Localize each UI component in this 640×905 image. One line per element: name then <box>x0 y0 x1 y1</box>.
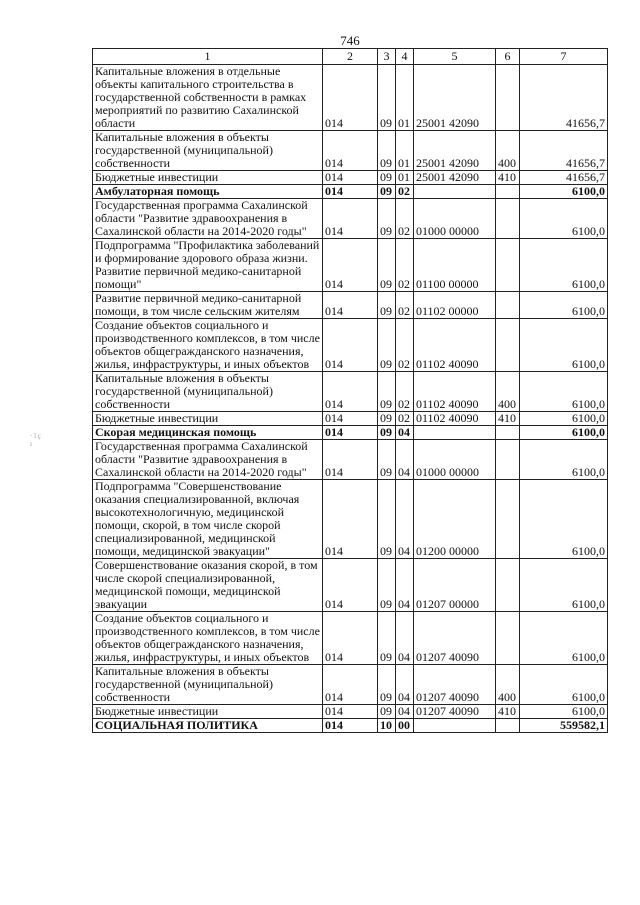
row-subsection-code: 04 <box>396 612 414 665</box>
row-expense-type-code <box>496 440 520 480</box>
table-row <box>93 65 608 131</box>
row-target-article-code: 25001 42090 <box>414 171 496 185</box>
row-subsection-code: 02 <box>396 185 414 199</box>
row-section-code: 09 <box>378 239 396 292</box>
row-ved-code: 014 <box>323 665 378 705</box>
row-section-code: 10 <box>378 719 396 733</box>
row-name: Капитальные вложения в отдельные объекты капитального строительства в государственной собственности в рамках мероприятий по развитию Сахалинской области <box>93 65 323 131</box>
row-name: Подпрограмма "Профилактика заболеваний и формирование здорового образа жизни. Развитие первичной медико-санитарной помощи" <box>93 239 323 292</box>
row-ved-code: 014 <box>323 440 378 480</box>
row-ved-code: 014 <box>323 426 378 440</box>
row-ved-code: 014 <box>323 372 378 412</box>
row-ved-code: 014 <box>323 559 378 612</box>
row-section-code: 09 <box>378 372 396 412</box>
row-section-code: 09 <box>378 412 396 426</box>
row-section-code: 09 <box>378 705 396 719</box>
row-section-code: 09 <box>378 292 396 319</box>
table-body <box>93 49 608 733</box>
row-ved-code: 014 <box>323 199 378 239</box>
row-amount: 41656,7 <box>520 131 608 171</box>
row-name: Скорая медицинская помощь <box>93 426 323 440</box>
row-section-code: 09 <box>378 559 396 612</box>
page-number: 746 <box>340 33 360 48</box>
row-ved-code: 014 <box>323 480 378 559</box>
table-row <box>93 665 608 705</box>
header-col-4: 4 <box>396 49 414 65</box>
row-section-code: 09 <box>378 199 396 239</box>
header-col-5: 5 <box>414 49 496 65</box>
row-target-article-code <box>414 719 496 733</box>
row-target-article-code: 01000 00000 <box>414 440 496 480</box>
row-section-code: 09 <box>378 131 396 171</box>
row-target-article-code: 01207 00000 <box>414 559 496 612</box>
table-row <box>93 131 608 171</box>
row-amount: 6100,0 <box>520 426 608 440</box>
row-expense-type-code <box>496 480 520 559</box>
row-subsection-code: 04 <box>396 480 414 559</box>
row-amount: 6100,0 <box>520 665 608 705</box>
row-target-article-code: 01207 40090 <box>414 705 496 719</box>
row-subsection-code: 02 <box>396 319 414 372</box>
row-name: Государственная программа Сахалинской области "Развитие здравоохранения в Сахалинской области на 2014-2020 годы" <box>93 440 323 480</box>
row-ved-code: 014 <box>323 719 378 733</box>
row-expense-type-code <box>496 199 520 239</box>
row-name: Подпрограмма "Совершенствование оказания специализированной, включая высокотехнологичную, медицинской помощи, скорой, в том числе скорой специализированной, медицинской помощи, медицинской эвакуации" <box>93 480 323 559</box>
row-expense-type-code <box>496 319 520 372</box>
budget-table <box>92 48 608 733</box>
row-expense-type-code <box>496 65 520 131</box>
row-expense-type-code <box>496 719 520 733</box>
row-expense-type-code: 400 <box>496 131 520 171</box>
row-name: Капитальные вложения в объекты государственной (муниципальной) собственности <box>93 372 323 412</box>
row-name: Создание объектов социального и производственного комплексов, в том числе объектов общегражданского назначения, жилья, инфраструктуры, и иных объектов <box>93 612 323 665</box>
row-target-article-code <box>414 185 496 199</box>
row-amount: 6100,0 <box>520 185 608 199</box>
table-row <box>93 612 608 665</box>
row-amount: 6100,0 <box>520 559 608 612</box>
row-name: Капитальные вложения в объекты государственной (муниципальной) собственности <box>93 665 323 705</box>
row-ved-code: 014 <box>323 171 378 185</box>
row-amount: 6100,0 <box>520 705 608 719</box>
row-target-article-code: 01102 40090 <box>414 372 496 412</box>
row-target-article-code: 01100 00000 <box>414 239 496 292</box>
row-subsection-code: 01 <box>396 131 414 171</box>
table-row <box>93 372 608 412</box>
header-col-6: 6 <box>496 49 520 65</box>
row-section-code: 09 <box>378 440 396 480</box>
row-amount: 559582,1 <box>520 719 608 733</box>
row-amount: 6100,0 <box>520 199 608 239</box>
row-amount: 6100,0 <box>520 372 608 412</box>
row-target-article-code: 01102 40090 <box>414 319 496 372</box>
row-subsection-code: 02 <box>396 292 414 319</box>
row-target-article-code: 25001 42090 <box>414 65 496 131</box>
row-expense-type-code <box>496 612 520 665</box>
row-subsection-code: 01 <box>396 65 414 131</box>
row-name: Бюджетные инвестиции <box>93 412 323 426</box>
row-ved-code: 014 <box>323 185 378 199</box>
row-name: Бюджетные инвестиции <box>93 705 323 719</box>
row-amount: 6100,0 <box>520 292 608 319</box>
table-row <box>93 480 608 559</box>
row-amount: 41656,7 <box>520 171 608 185</box>
row-ved-code: 014 <box>323 131 378 171</box>
row-section-code: 09 <box>378 480 396 559</box>
row-subsection-code: 02 <box>396 239 414 292</box>
row-amount: 6100,0 <box>520 612 608 665</box>
row-expense-type-code: 410 <box>496 171 520 185</box>
row-target-article-code: 01000 00000 <box>414 199 496 239</box>
row-name: Бюджетные инвестиции <box>93 171 323 185</box>
header-col-1: 1 <box>93 49 323 65</box>
row-expense-type-code <box>496 559 520 612</box>
header-col-2: 2 <box>323 49 378 65</box>
row-amount: 6100,0 <box>520 239 608 292</box>
table-row <box>93 719 608 733</box>
table-row <box>93 292 608 319</box>
row-section-code: 09 <box>378 665 396 705</box>
table-row <box>93 440 608 480</box>
row-target-article-code: 01207 40090 <box>414 612 496 665</box>
row-target-article-code: 01102 40090 <box>414 412 496 426</box>
row-expense-type-code: 410 <box>496 412 520 426</box>
row-subsection-code: 01 <box>396 171 414 185</box>
row-section-code: 09 <box>378 426 396 440</box>
row-subsection-code: 04 <box>396 705 414 719</box>
row-subsection-code: 04 <box>396 559 414 612</box>
row-target-article-code: 01200 00000 <box>414 480 496 559</box>
row-ved-code: 014 <box>323 612 378 665</box>
row-expense-type-code <box>496 185 520 199</box>
row-name: Создание объектов социального и производственного комплексов, в том числе объектов общегражданского назначения, жилья, инфраструктуры, и иных объектов <box>93 319 323 372</box>
row-name: Амбулаторная помощь <box>93 185 323 199</box>
table-row <box>93 319 608 372</box>
row-target-article-code: 01102 00000 <box>414 292 496 319</box>
header-col-7: 7 <box>520 49 608 65</box>
row-expense-type-code: 400 <box>496 372 520 412</box>
row-expense-type-code <box>496 292 520 319</box>
row-expense-type-code: 400 <box>496 665 520 705</box>
row-subsection-code: 02 <box>396 199 414 239</box>
row-subsection-code: 02 <box>396 412 414 426</box>
table-row <box>93 239 608 292</box>
header-row <box>93 49 608 65</box>
row-section-code: 09 <box>378 612 396 665</box>
header-col-3: 3 <box>378 49 396 65</box>
row-ved-code: 014 <box>323 65 378 131</box>
row-subsection-code: 04 <box>396 665 414 705</box>
row-name: СОЦИАЛЬНАЯ ПОЛИТИКА <box>93 719 323 733</box>
row-ved-code: 014 <box>323 292 378 319</box>
row-amount: 6100,0 <box>520 480 608 559</box>
row-subsection-code: 04 <box>396 426 414 440</box>
row-ved-code: 014 <box>323 705 378 719</box>
row-section-code: 09 <box>378 185 396 199</box>
row-name: Капитальные вложения в объекты государственной (муниципальной) собственности <box>93 131 323 171</box>
row-amount: 6100,0 <box>520 440 608 480</box>
table-row <box>93 185 608 199</box>
row-expense-type-code: 410 <box>496 705 520 719</box>
row-subsection-code: 00 <box>396 719 414 733</box>
row-subsection-code: 02 <box>396 372 414 412</box>
table-row <box>93 412 608 426</box>
table-row <box>93 171 608 185</box>
row-amount: 6100,0 <box>520 319 608 372</box>
table-row <box>93 426 608 440</box>
margin-scan-mark: · ï ç ı <box>30 432 41 448</box>
row-amount: 41656,7 <box>520 65 608 131</box>
row-ved-code: 014 <box>323 239 378 292</box>
row-expense-type-code <box>496 426 520 440</box>
row-section-code: 09 <box>378 319 396 372</box>
row-target-article-code: 25001 42090 <box>414 131 496 171</box>
row-name: Совершенствование оказания скорой, в том числе скорой специализированной, медицинской помощи, медицинской эвакуации <box>93 559 323 612</box>
row-target-article-code <box>414 426 496 440</box>
row-target-article-code: 01207 40090 <box>414 665 496 705</box>
table-row <box>93 199 608 239</box>
row-subsection-code: 04 <box>396 440 414 480</box>
row-name: Государственная программа Сахалинской области "Развитие здравоохранения в Сахалинской области на 2014-2020 годы" <box>93 199 323 239</box>
row-name: Развитие первичной медико-санитарной помощи, в том числе сельским жителям <box>93 292 323 319</box>
table-row <box>93 705 608 719</box>
row-section-code: 09 <box>378 65 396 131</box>
row-ved-code: 014 <box>323 319 378 372</box>
row-ved-code: 014 <box>323 412 378 426</box>
row-amount: 6100,0 <box>520 412 608 426</box>
table-row <box>93 559 608 612</box>
row-section-code: 09 <box>378 171 396 185</box>
row-expense-type-code <box>496 239 520 292</box>
